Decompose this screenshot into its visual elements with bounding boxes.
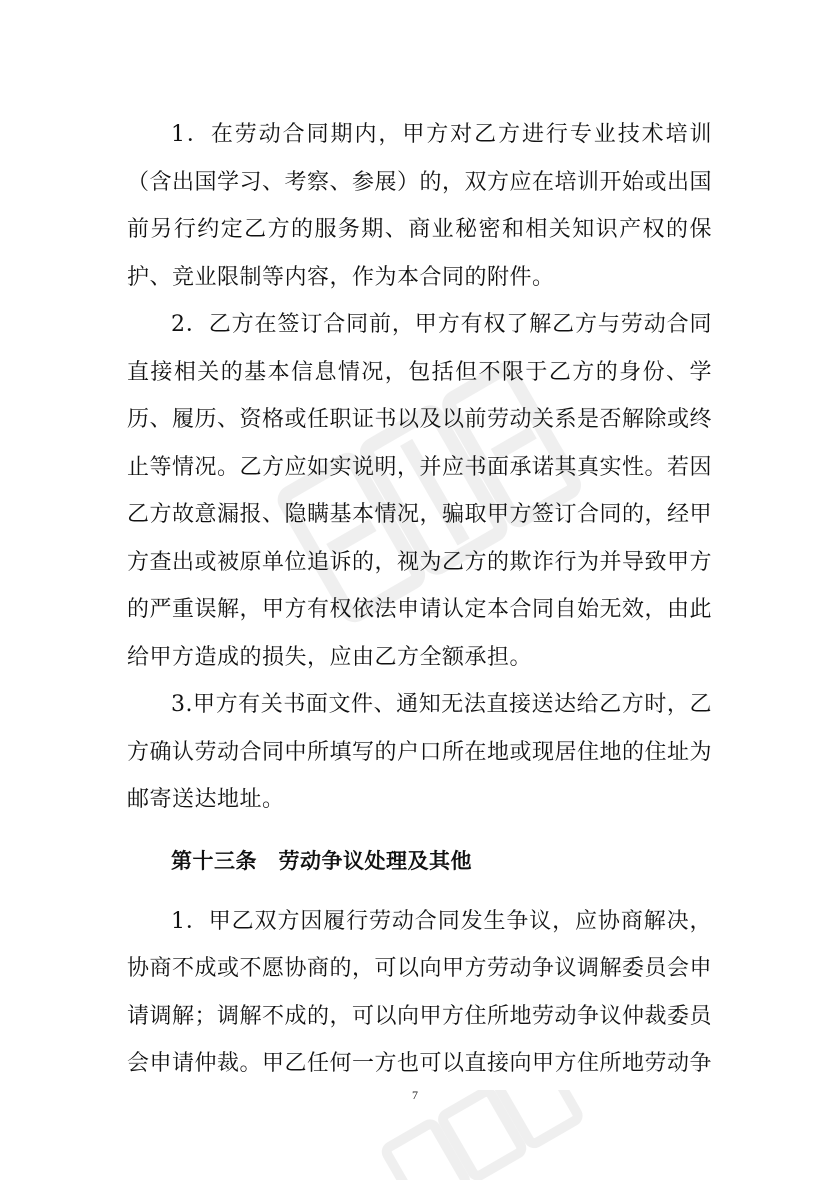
paragraph-information-disclosure-clause: 2．乙方在签订合同前，甲方有权了解乙方与劳动合同直接相关的基本信息情况，包括但不限于乙方的身份、学历、履历、资格或任职证书以及以前劳动关系是否解除或终止等情况。乙方应如实说明，并应书面承诺其真实性。若因乙方故意漏报、隐瞒基本情况，骗取甲方签订合同的，经甲方查出或被原单位追诉的，视为乙方的欺诈行为并导致甲方的严重误解，甲方有权依法申请认定本合同自始无效，由此给甲方造成的损失，应由乙方全额承担。 [127, 312, 713, 670]
paragraph-training-clause: 1．在劳动合同期内，甲方对乙方进行专业技术培训（含出国学习、考察、参展）的，双方应在培训开始或出国前另行约定乙方的服务期、商业秘密和相关知识产权的保护、竞业限制等内容，作为本合同的附件。 [127, 122, 713, 290]
paragraph-dispute-resolution-clause: 1．甲乙双方因履行劳动合同发生争议，应协商解决，协商不成或不愿协商的，可以向甲方劳动争议调解委员会申请调解；调解不成的，可以向甲方住所地劳动争议仲裁委员会申请仲裁。甲乙任何一方也可以直接向甲方住所地劳动争 [127, 908, 713, 1076]
paragraph-mailing-address-clause: 3.甲方有关书面文件、通知无法直接送达给乙方时，乙方确认劳动合同中所填写的户口所在地或现居住地的住址为邮寄送达地址。 [127, 692, 713, 812]
section-heading: 第十三条 劳动争议处理及其他 [171, 848, 472, 873]
watermark-logo-bottom [330, 1090, 630, 1180]
document-body [127, 111, 712, 1088]
page-number: 7 [412, 1088, 418, 1102]
